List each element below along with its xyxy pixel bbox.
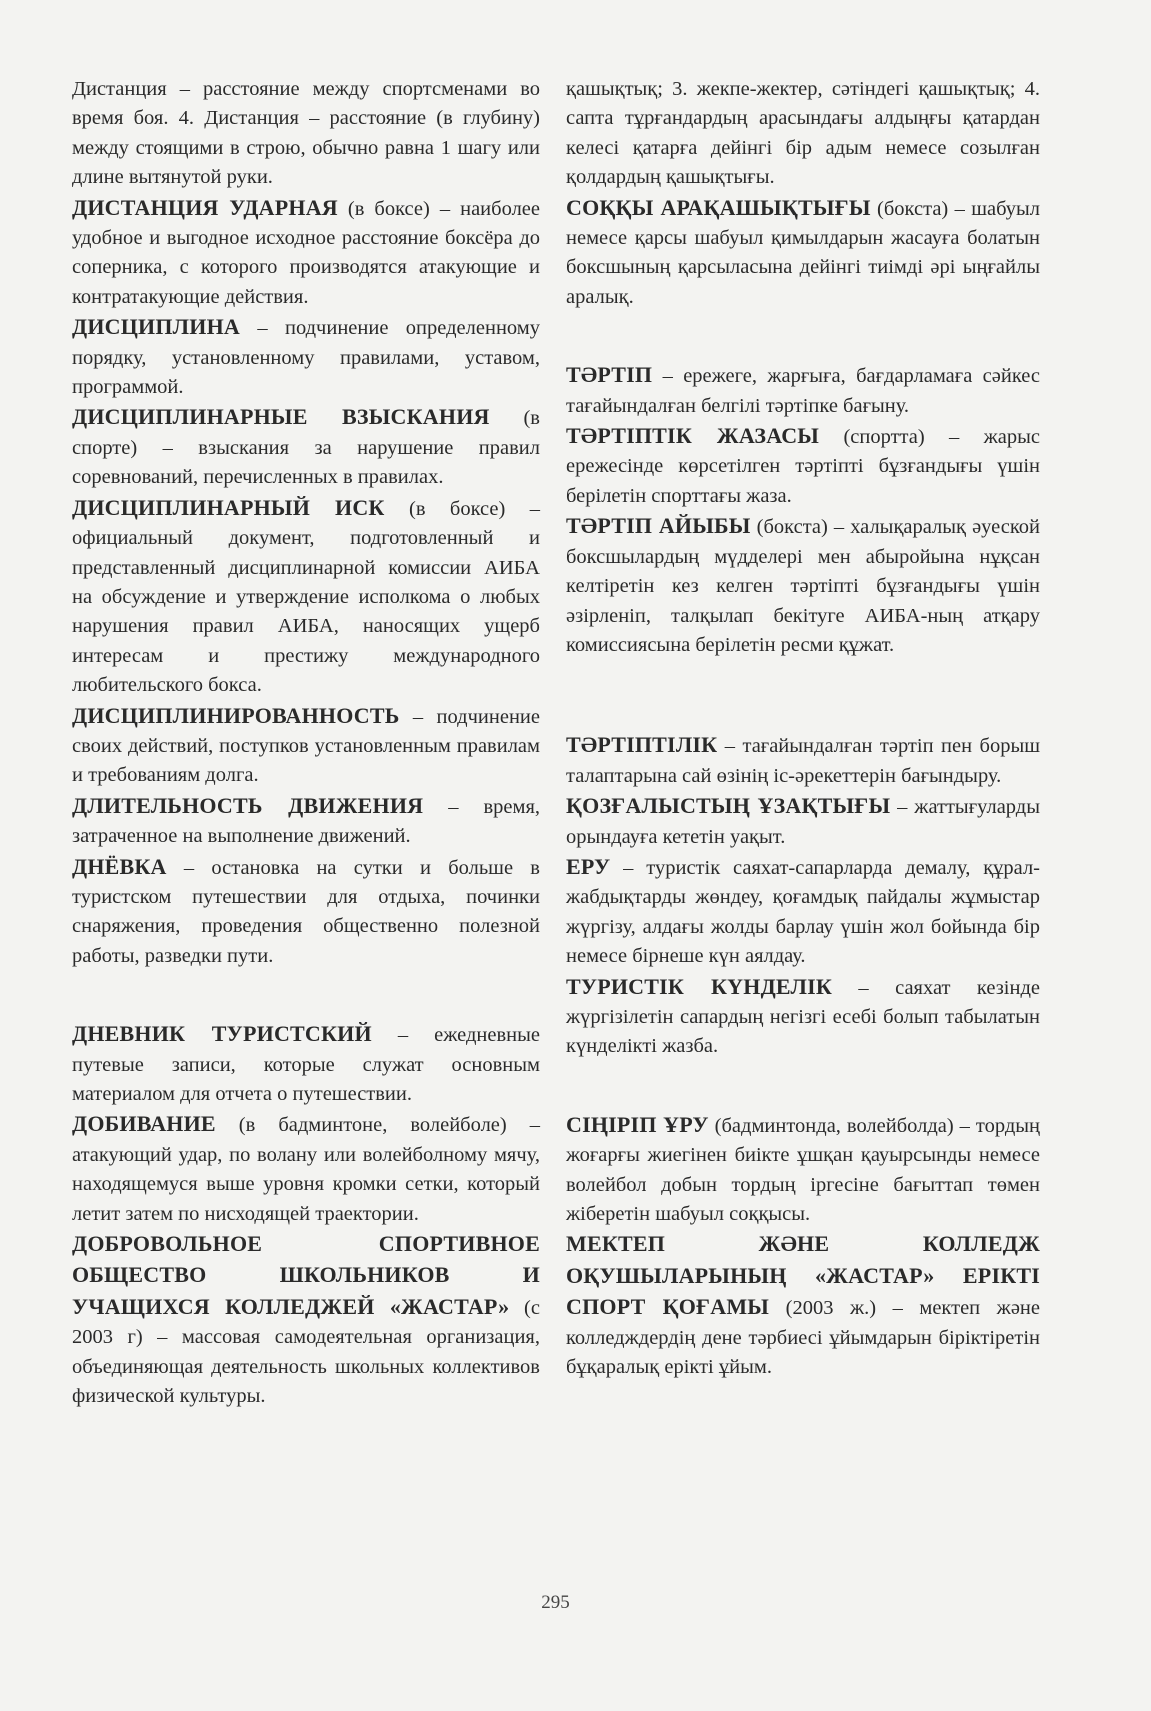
entry-zhastar-kz xyxy=(566,1229,1040,1382)
entry-dobivanie xyxy=(72,1109,540,1229)
entry-definition: – туристік саяхат-сапарларда демалу, құрал-жабдықтарды жөндеу, қоғамдық пайдалы жұмыстар жүргізу, алдағы жолды барлау үшін жол бойында бір немесе бірнеше күн аялдау. xyxy=(566,856,1040,968)
entry-tartip xyxy=(566,360,1040,421)
entry-definition: – ежедневные путевые записи, которые служат основным материалом для отчета о путешествии. xyxy=(72,1024,540,1105)
right-column-kazakh xyxy=(566,75,1040,1382)
entry-zhastar-ru xyxy=(72,1229,540,1411)
entry-tartiptilik xyxy=(566,730,1040,791)
entry-dnyovka xyxy=(72,852,540,972)
entry-definition: (в боксе) – наиболее удобное и выгодное исходное расстояние боксёра до соперника, с которого производятся атакующие и контратакующие действия. xyxy=(72,197,540,308)
entry-definition: қашықтық; 3. жекпе-жектер, сәтіндегі қашықтық; 4. сапта тұрғандардың арасындағы алдыңғы қатардан келесі қатарға дейінгі бір адым немесе созылған қолдардың қашықтығы. xyxy=(566,78,1040,189)
entry-continuation xyxy=(566,75,1040,193)
entry-term: ТӘРТІП xyxy=(566,362,653,388)
entry-distsiplinirovannost xyxy=(72,701,540,791)
entry-definition: (бокста) – халықаралық әуеской боксшылардың мүдделері мен абыройына нұқсан келтіретін кез келген тәртіпті бұзғандығы үшін әзірленіп, талқылап бекітуге АИБА-ның атқару комиссиясына берілетін ресми құжат. xyxy=(566,516,1040,656)
entry-term: СОҚҚЫ АРАҚАШЫҚТЫҒЫ xyxy=(566,194,871,220)
entry-distsiplinarnye-vzyskaniya xyxy=(72,402,540,492)
entry-term: ДОБРОВОЛЬНОЕ СПОРТИВНОЕ ОБЩЕСТВО ШКОЛЬНИКОВ И УЧАЩИХСЯ КОЛЛЕДЖЕЙ «ЖАСТАР» xyxy=(72,1231,540,1319)
entry-definition: – время, затраченное на выполнение движений. xyxy=(72,795,540,848)
entry-definition: (в бадминтоне, волейболе) – атакующий удар, по волану или волейболному мячу, находящемуся выше уровня кромки сетки, который летит затем по нисходящей траектории. xyxy=(72,1114,540,1225)
entry-definition: – тағайындалған тәртіп пен борыш талаптарына сай өзінің іс-әрекеттерін бағындыру. xyxy=(566,735,1040,787)
entry-distsiplinarnyy-isk xyxy=(72,493,540,701)
entry-term: ҚОЗҒАЛЫСТЫҢ ҰЗАҚТЫҒЫ xyxy=(566,793,891,819)
entry-definition: (с 2003 г) – массовая самодеятельная организация, объединяющая деятельность школьных коллективов физической культуры. xyxy=(72,1296,540,1408)
entry-dnevnik-turistskiy xyxy=(72,1019,540,1109)
entry-definition: – жаттығуларды орындауға кететін уақыт. xyxy=(566,796,1040,848)
entry-term: ДИСТАНЦИЯ УДАРНАЯ xyxy=(72,194,338,220)
entry-definition: – остановка на сутки и больше в туристском путешествии для отдыха, починки снаряжения, проведения общественно полезной работы, разведки пути. xyxy=(72,856,540,967)
entry-definition: (2003 ж.) – мектеп және колледждердің дене тәрбиесі ұйымдарын біріктіретін бұқаралық ерікті ұйым. xyxy=(566,1297,1040,1379)
entry-tartiptik-zhazasy xyxy=(566,421,1040,511)
entry-term: ДИСЦИПЛИНАРНЫЙ ИСК xyxy=(72,494,385,520)
entry-definition: (спортта) – жарыс ережесінде көрсетілген тәртіпті бұзғандығы үшін берілетін спорттағы жаза. xyxy=(566,426,1041,507)
entry-term: ДНЁВКА xyxy=(72,853,167,879)
entry-term: ДОБИВАНИЕ xyxy=(72,1111,216,1137)
entry-term: ДЛИТЕЛЬНОСТЬ ДВИЖЕНИЯ xyxy=(72,792,424,818)
entry-definition: – саяхат кезінде жүргізілетін сапардың негізгі есебі болып табылатын күнделікті жазба. xyxy=(566,976,1040,1058)
entry-dlitelnost-dvizheniya xyxy=(72,791,540,852)
left-column-russian xyxy=(72,75,540,1411)
entry-term: ДИСЦИПЛИНА xyxy=(72,314,240,340)
page-number: 295 xyxy=(541,1592,570,1613)
entry-term: СІҢІРІП ҰРУ xyxy=(566,1111,709,1137)
entry-continuation xyxy=(72,75,540,193)
entry-turistik-kundelik xyxy=(566,972,1040,1062)
entry-term: ТӘРТІПТІК ЖАЗАСЫ xyxy=(566,423,820,449)
entry-distantsiya-udarnaya xyxy=(72,193,540,313)
entry-eru xyxy=(566,852,1040,972)
entry-term: ТӘРТІПТІЛІК xyxy=(566,732,718,758)
entry-term: ДНЕВНИК ТУРИСТСКИЙ xyxy=(72,1021,372,1047)
entry-term: ЕРУ xyxy=(566,853,611,879)
entry-definition: – ережеге, жарғыға, бағдарламаға сәйкес тағайындалған белгілі тәртіпке бағыну. xyxy=(566,365,1040,417)
entry-tartip-aiyby xyxy=(566,511,1040,660)
entry-term: ДИСЦИПЛИНИРОВАННОСТЬ xyxy=(72,702,400,728)
entry-definition: – подчинение своих действий, поступков установленным правилам и требованиям долга. xyxy=(72,705,540,787)
entry-definition: (бадминтонда, волейболда) – тордың жоғарғы жиегінен биікте ұшқан қауырсынды немесе волейбол добын тордың іргесіне бағыттап төмен жіберетін шабуыл соққысы. xyxy=(566,1114,1040,1225)
entry-definition: Дистанция – расстояние между спортсменами во время боя. 4. Дистанция – расстояние (в глубину) между стоящими в строю, обычно равна 1 шагу или длине вытянутой руки. xyxy=(72,78,540,189)
entry-definition: – подчинение определенному порядку, установленному правилами, уставом, программой. xyxy=(72,317,540,399)
entry-sokky-arakashyktygy xyxy=(566,193,1040,313)
entry-definition: (в боксе) – официальный документ, подготовленный и представленный дисциплинарной комиссии АИБА на обсуждение и утверждение исполкома о любых нарушения правил АИБА, наносящих ущерб интересам и престижу международного любительского бокса. xyxy=(72,497,540,697)
entry-sinirip-uru xyxy=(566,1110,1040,1230)
entry-definition: (бокста) – шабуыл немесе қарсы шабуыл қимылдарын жасауға болатын боксшының қарсыласына дейінгі тиімді әрі ыңғайлы аралық. xyxy=(566,197,1041,308)
entry-definition: (в спорте) – взыскания за нарушение правил соревнований, перечисленных в правилах. xyxy=(72,407,540,489)
entry-distsiplina xyxy=(72,312,540,402)
entry-term: ТУРИСТІК КҮНДЕЛІК xyxy=(566,973,833,999)
entry-term: ДИСЦИПЛИНАРНЫЕ ВЗЫСКАНИЯ xyxy=(72,404,490,430)
entry-kozgalystyn-uzaktygy xyxy=(566,791,1040,852)
entry-term: ТӘРТІП АЙЫБЫ xyxy=(566,513,751,539)
entry-term: МЕКТЕП ЖӘНЕ КОЛЛЕДЖ ОҚУШЫЛАРЫНЫҢ «ЖАСТАР» ЕРІКТІ СПОРТ ҚОҒАМЫ xyxy=(566,1231,1040,1320)
